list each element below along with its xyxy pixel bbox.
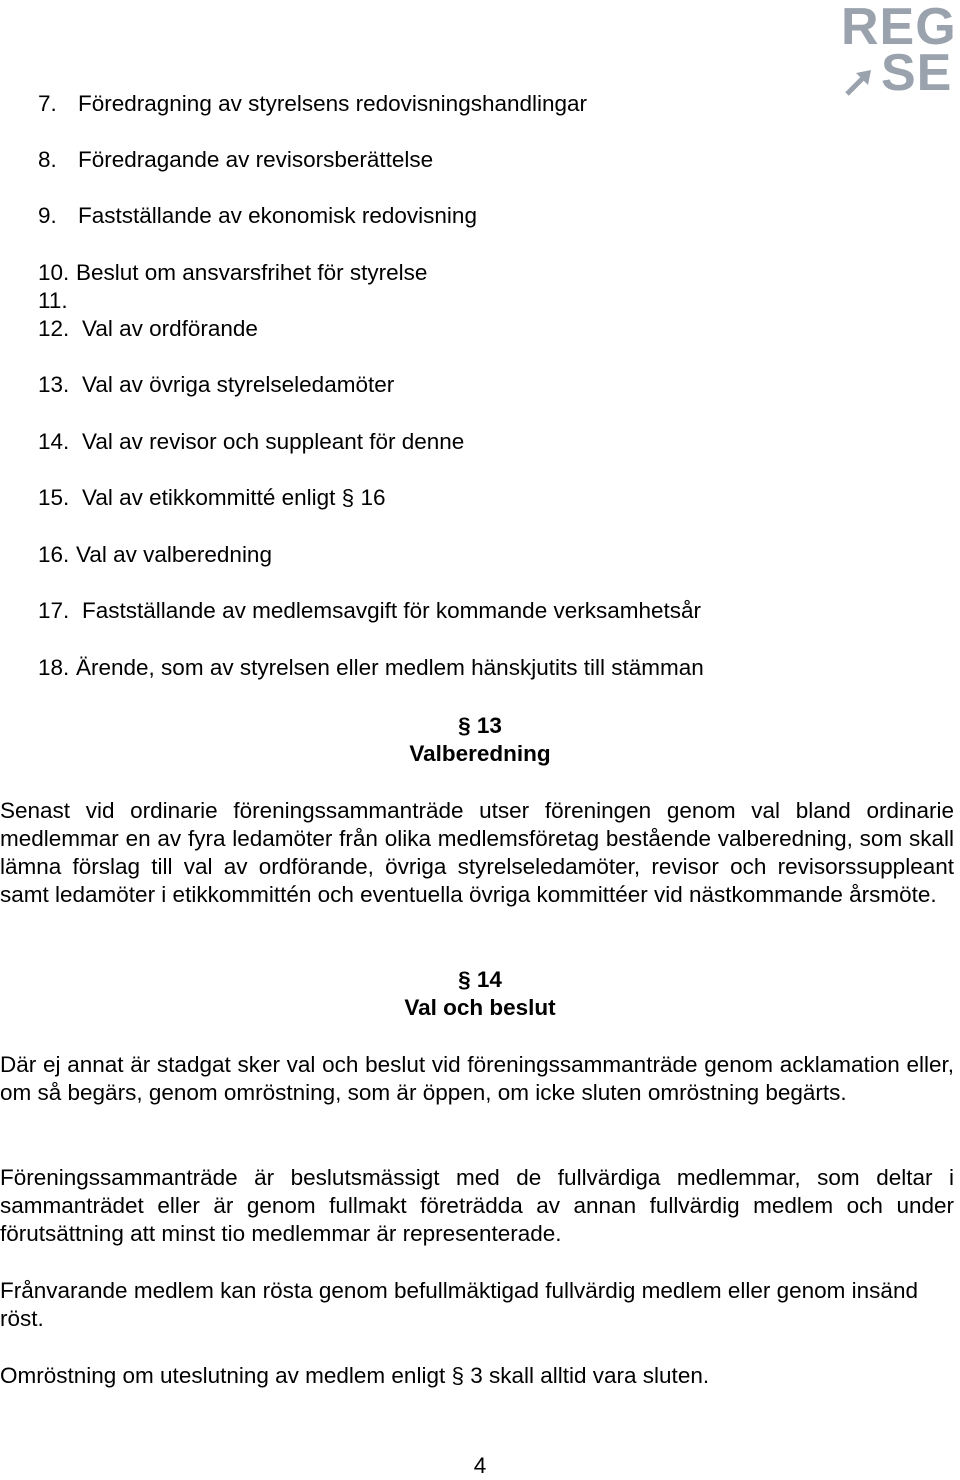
agenda-item [38, 597, 701, 625]
agenda-item [38, 315, 258, 343]
section-paragraph: Där ej annat är stadgat sker val och beslut vid föreningssammanträde genom acklamation eller, om så begärs, genom omröstning, som är öppen, om icke sluten omröstning begärts. [0, 1052, 954, 1105]
logo-line-2: SE [881, 44, 953, 102]
agenda-item-text: Föredragning av styrelsens redovisningshandlingar [78, 91, 588, 116]
agenda-item [38, 90, 587, 118]
agenda-item-text: Fastställande av medlemsavgift för kommande verksamhetsår [82, 598, 702, 623]
agenda-item [38, 484, 385, 512]
agenda-item-text: Val av ordförande [82, 316, 258, 341]
agenda-item-text: Föredragande av revisorsberättelse [78, 147, 434, 172]
agenda-item [38, 259, 427, 287]
agenda-item [38, 371, 394, 399]
agenda-item-text: Beslut om ansvarsfrihet för styrelse [76, 260, 428, 285]
agenda-item-number: 14. [38, 429, 70, 454]
agenda-item [38, 202, 477, 230]
agenda-item-text: Val av övriga styrelseledamöter [82, 372, 395, 397]
agenda-item-number: 17. [38, 598, 70, 623]
agenda-item-text: Fastställande av ekonomisk redovisning [78, 203, 477, 228]
agenda-item-text: Val av etikkommitté enligt § 16 [82, 485, 386, 510]
agenda-item [38, 287, 76, 315]
regse-logo [841, 0, 957, 102]
agenda-item-text: Val av revisor och suppleant för denne [82, 429, 465, 454]
agenda-item [38, 654, 704, 682]
agenda-item-text: Val av valberedning [76, 542, 272, 567]
agenda-item-number: 13. [38, 372, 70, 397]
section-title: Valberedning [409, 741, 551, 766]
section-paragraph: Senast vid ordinarie föreningssammanträde utser föreningen genom val bland ordinarie medlemmar en av fyra ledamöter från olika medlemsföretag bestående valberedning, som skall lämna förslag till val av ordförande, övriga styrelseledamöter, revisor och revisorssuppleant samt ledamöter i etikkommittén och eventuella övriga kommittéer vid nästkommande årsmöte. [0, 798, 954, 907]
section-paragraph: Omröstning om uteslutning av medlem enligt § 3 skall alltid vara sluten. [0, 1363, 710, 1388]
agenda-item-number: 10. [38, 260, 70, 285]
agenda-item-number: 8. [38, 147, 57, 172]
section-title: Val och beslut [404, 995, 556, 1020]
agenda-item-number: 7. [38, 91, 57, 116]
agenda-item-number: 12. [38, 316, 70, 341]
agenda-item [38, 146, 433, 174]
agenda-item-number: 11. [38, 288, 68, 313]
arrow-icon [843, 64, 879, 98]
logo-line-1: REG [841, 0, 957, 56]
agenda-item [38, 541, 272, 569]
section-paragraph: Föreningssammanträde är beslutsmässigt med de fullvärdiga medlemmar, som deltar i sammanträdet eller är genom fullmakt företrädda av annan fullvärdig medlem och under förutsättning att minst tio medlemmar är representerade. [0, 1165, 954, 1246]
agenda-item-number: 9. [38, 203, 57, 228]
section-paragraph: Frånvarande medlem kan rösta genom befullmäktigad fullvärdig medlem eller genom insänd röst. [0, 1278, 918, 1331]
agenda-item-number: 15. [38, 485, 70, 510]
agenda-item-number: 18. [38, 655, 70, 680]
agenda-item-text: Ärende, som av styrelsen eller medlem hänskjutits till stämman [76, 655, 704, 680]
page-number: 4 [473, 1453, 487, 1478]
section-number: § 13 [458, 713, 502, 738]
agenda-item [38, 428, 464, 456]
agenda-item-number: 16. [38, 542, 70, 567]
section-number: § 14 [458, 967, 502, 992]
